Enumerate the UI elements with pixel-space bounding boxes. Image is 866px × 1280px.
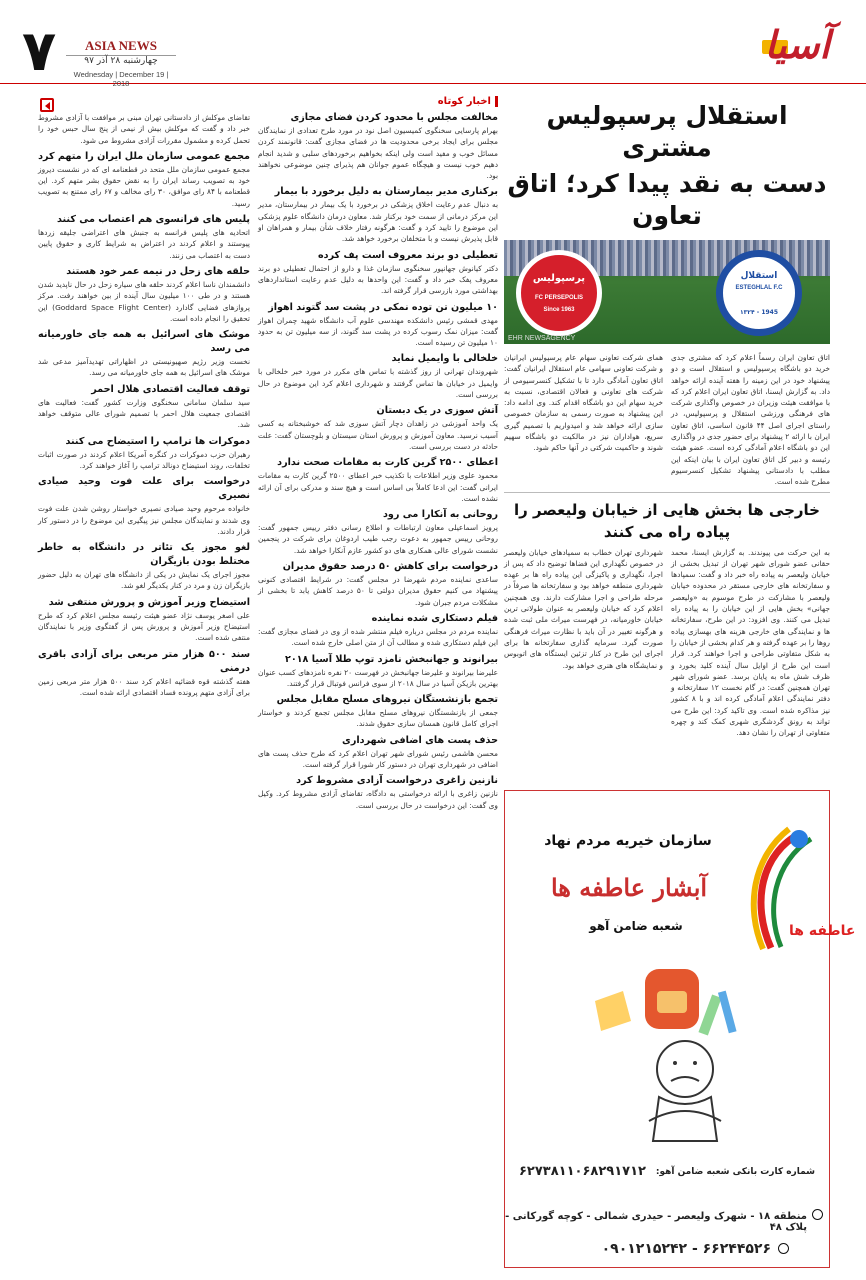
lead-body-left: همای شرکت تعاونی سهام عام پرسپولیس ایرانیان و شرکت تعاونی سهامی عام استقلال ایرانیان گفت: اتاق تعاون آمادگی دارد تا با تشکیل کنسرسیومی از شرکت های تعاونی و فعالان اقتصادی، نسبت به خرید سهام این دو باشگاه اقدام کند. وی ادامه داد: این پیشنهاد به صورت رسمی به سازمان خصوصی سازی ارائه خواهد شد و امیدواریم با تصمیم گیری سریع، هواداران نیز در مالکیت دو باشگاه سهیم شوند و حاکمیت شرکتی در آنها حاکم شود. (504, 353, 663, 453)
news-item-body: مجمع عمومی سازمان ملل متحد در قطعنامه ای که در نشست دیروز خود به تصویب رساند ایران را به نقض حقوق بشر متهم کرد. این قطعنامه با ۸۴ رای موافق، ۳۰ رای مخالف و ۶۷ رای ممتنع به تصویب رسید. (38, 164, 250, 208)
news-item-body: هفته گذشته قوه قضائیه اعلام کرد سند ۵۰۰ هزار متر مربعی زمین برای آزادی متهم پرونده فساد اقتصادی ارائه شده است. (38, 676, 250, 697)
news-item-body: دانشمندان ناسا اعلام کردند حلقه های سیاره زحل در حال ناپدید شدن هستند و در طی ۱۰۰ میلیون سال آینده از بین خواهند رفت. مرکز پروازهای فضایی گادارد (Goddard Space Flight Center) این تحقیق را انجام داده است. (38, 279, 250, 323)
short-news-column (258, 96, 498, 1268)
left-intro: تقاضای موکلش از دادستانی تهران مبنی بر موافقت با آزادی مشروط خبر داد و گفت که موکلش بیش از نیمی از پنج سال حبس خود را تحمل کرده و مشمول مقررات آزادی مشروط می شود. (38, 113, 250, 145)
news-item-body: رهبران حزب دموکرات در کنگره آمریکا اعلام کردند در صورت اثبات تخلفات، روند استیضاح دونالد ترامپ را آغاز خواهند کرد. (38, 449, 250, 470)
charity-logo-icon (741, 823, 856, 955)
sad-child-illustration-icon (575, 961, 775, 1151)
news-item-title: درخواست برای کاهش ۵۰ درصد حقوق مدیران (282, 561, 498, 573)
news-item-title: درخواست برای علت فوت وحید صیادی نصیری (38, 476, 250, 502)
ad-brand: آبشار عاطفه ها (550, 873, 708, 902)
news-item-body: شهروندان تهرانی از روز گذشته با تماس های مکرر در مورد خبر خلخالی با وایمیل در خیابان ها تماس گرفتند و شهرداری اعلام کرد این موضوع در حال بررسی است. (258, 367, 498, 400)
news-item-title: مجمع عمومی سازمان ملل ایران را متهم کرد (38, 150, 250, 162)
crest-red-year: Since 1963 (543, 307, 575, 313)
news-item-title: تجمع بازنشستگان نیروهای مسلح مقابل مجلس (276, 694, 498, 706)
news-item-title: روحانی به آنکارا می رود (382, 509, 498, 521)
ad-org-title: سازمان خیریه مردم نهاد (544, 833, 712, 849)
news-item-title: آتش سوزی در یک دبستان (376, 405, 498, 417)
news-item-body: پرویز اسماعیلی معاون ارتباطات و اطلاع رسانی دفتر رییس جمهور گفت: روحانی رییس جمهور به دعوت رجب طیب اردوغان برای شرکت در پنجمین نشست شورای عالی همکاری های دو کشور عازم آنکارا خواهد شد. (258, 523, 498, 555)
date-persian: چهارشنبه ۲۸ آذر ۹۷ (84, 56, 158, 66)
persepolis-crest-icon (516, 250, 602, 336)
lead-body-right: اتاق تعاون ایران رسماً اعلام کرد که مشتری جدی خرید دو باشگاه پرسپولیس و استقلال است و دو پیشنهاد خود در این زمینه را هفته آینده ارائه خواهد داد. به گزارش ایسنا، اتاق تعاون ایران اعلام کرد که با موافقت هیئت وزیران در خصوص واگذاری شرکت های فرهنگی ورزشی استقلال و پرسپولیس، در راستای اجرای اصل ۴۴ قانون اساسی، اتاق تعاون ایران با ارائه ۲ پیشنهاد برای حضور جدی در واگذاری این دو باشگاه اعلام آمادگی کرده است. عضو هیئت رئیسه و دبیر کل اتاق تعاون ایران با بیان اینکه این مطلب با دادستانی پیشنهاد تشکیل کنسرسیوم مطرح شده است. (671, 353, 831, 487)
news-item-title: لغو مجوز یک تئاتر در دانشگاه به خاطر مختلط بودن بازیگران (38, 542, 250, 568)
news-item-title: مخالفت مجلس با محدود کردن فضای مجازی (290, 112, 498, 123)
photo-credit: EHR NEWSAGENCY (508, 335, 576, 342)
news-item-title: سند ۵۰۰ هزار متر مربعی برای آزادی باقری درمنی (38, 648, 250, 674)
news-item-body: اتحادیه های پلیس فرانسه به جنبش های اعتراضی جلیقه زردها پیوستند و اعلام کردند در اعتراض به شرایط کاری و حقوق پایین دست به اعتصاب می زنند. (38, 228, 250, 260)
news-item-title: نازنین زاغری درخواست آزادی مشروط کرد (296, 775, 498, 787)
location-pin-icon (812, 1209, 823, 1220)
masthead-english: ASIA NEWS (66, 38, 176, 56)
ad-address: منطقه ۱۸ - شهرک ولیعصر - حیدری شمالی - کوچه گورکانی - پلاک ۴۸ (505, 1211, 807, 1233)
news-item-body: علیرضا بیرانوند و علیرضا جهانبخش در فهرست ۲۰ نفره نامزدهای کسب عنوان بهترین بازیکن آسیا در سال ۲۰۱۸ از سوی فرانس فوتبال قرار گرفتند. (258, 667, 498, 688)
news-item-body: دکتر کیانوش جهانپور سخنگوی سازمان غذا و دارو از احتمال تعطیلی دو برند معروف پفک خبر داد و گفت: این واحدها به دلیل عدم رعایت استانداردهای بهداشتی مورد بازرسی قرار گرفته اند. (258, 263, 498, 296)
divider (504, 492, 830, 493)
news-item-body: مهدی قمشی رئیس دانشکده مهندسی علوم آب دانشگاه شهید چمران اهواز گفت: میزان نمک رسوب کرده در پشت سد گتوند، از سه میلیون تن به حدود ۱۰ میلیون تن رسیده است. (258, 315, 498, 348)
crest-blue-name: استقلال (740, 271, 778, 281)
lead-title-line2: دست به نقد پیدا کرد؛ اتاق تعاون (507, 169, 827, 230)
short-news-list (258, 111, 498, 811)
section-label: اخبار کوتاه (258, 96, 498, 107)
logo-text: عاطفه ها (789, 923, 856, 939)
page-header (0, 0, 866, 88)
crest-red-name: پرسپولیس (532, 273, 586, 284)
lead-photo (504, 240, 830, 344)
news-item-body: ساعدی نماینده مردم شهرضا در مجلس گفت: در شرایط اقتصادی کنونی پیشنهاد می کنیم حقوق مدیران دولتی تا ۵۰ درصد کاهش یابد تا بخشی از مشکلات مردم جبران شود. (258, 575, 498, 607)
lead-title-line1: استقلال پرسپولیس مشتری (546, 101, 788, 162)
story2-title: خارجی ها بخش هایی از خیابان ولیعصر را پیاده راه می کنند (514, 500, 820, 541)
ad-branch: شعبه ضامن آهو (589, 919, 683, 933)
news-item-title: خلخالی با وایمیل نماید (391, 353, 498, 365)
news-item-body: بهرام پارسایی سخنگوی کمیسیون اصل نود در مورد طرح تعدادی از نمایندگان مجلس برای ایجاد برخی محدودیت ها در فضای مجازی گفت: قانونمند کردن مسائل خوب و مفید است ولی اینکه بخواهیم برخوردهای سلبی و شدید انجام دهیم خوب نیست و هیچگاه عموم جوانان هم پذیرای چنین موضوعی نخواهند بود. (258, 126, 498, 181)
news-item-body: محسن هاشمی رئیس شورای شهر تهران اعلام کرد که طرح حذف پست های اضافی در شهرداری تهران در دستور کار شورا قرار گرفته است. (258, 748, 498, 769)
news-item-body: نازنین زاغری با ارائه درخواستی به دادگاه، تقاضای آزادی مشروط کرد. وکیل وی گفت: این درخواست در حال بررسی است. (258, 789, 498, 810)
news-item-title: استیضاح وزیر آموزش و پرورش منتفی شد (48, 596, 250, 608)
news-item-body: نخست وزیر رژیم صهیونیستی در اظهاراتی تهدیدآمیز مدعی شد موشک های اسرائیل به همه جای خاورمیانه می رسد. (38, 357, 250, 378)
news-item-title: بیرانوند و جهانبخش نامزد توپ طلا آسیا ۲۰۱۸ (284, 653, 498, 665)
news-item-title: حذف پست های اضافی شهرداری (342, 734, 498, 746)
news-item-title: دموکرات ها ترامپ را استیضاح می کنند (65, 435, 250, 447)
crest-blue-en: ESTEGHLAL F.C (735, 285, 783, 291)
crest-blue-years: 1945 - ۱۳۲۴ (739, 309, 779, 316)
newspaper-logo: آسیا (764, 22, 830, 67)
corner-arrow-icon (40, 98, 54, 112)
crest-red-en: FC PERSEPOLIS (534, 295, 583, 301)
ad-phones: ۶۶۲۴۴۵۲۶ - ۰۹۰۱۲۱۵۲۴۲ (601, 1241, 771, 1257)
news-item-body: جمعی از بازنشستگان نیروهای مسلح مقابل مجلس تجمع کردند و خواستار اجرای کامل قانون همسان سازی حقوق شدند. (258, 708, 498, 729)
news-item-title: تعطیلی دو برند معروف است پف کرده (317, 249, 498, 261)
news-item-title: فیلم دستکاری شده نماینده (371, 612, 498, 624)
news-item-title: حلقه های زحل در نیمه عمر خود هستند (66, 265, 250, 277)
news-item-body: محمود علوی وزیر اطلاعات با تکذیب خبر اعطای ۲۵۰۰ گرین کارت به مقامات ایرانی گفت: این ادعا کاملاً بی اساس است و هیچ سند و مدرکی برای آن ارائه نشده است. (258, 471, 498, 503)
charity-ad (504, 790, 856, 1268)
news-item-body: علی اصغر یوسف نژاد عضو هیئت رئیسه مجلس اعلام کرد که طرح استیضاح وزیر آموزش و پرورش پس از گفتگوی وزیر با نمایندگان منتفی شده است. (38, 610, 250, 643)
phone-icon (778, 1243, 789, 1254)
news-item-title: برکناری مدیر بیمارستان به دلیل برخورد با بیمار (274, 186, 498, 198)
ad-card-number: ۶۲۷۳۸۱۱۰۶۸۲۹۱۷۱۲ (519, 1164, 646, 1179)
news-item-title: اعطای ۲۵۰۰ گرین کارت به مقامات صحت ندارد (277, 457, 498, 469)
news-item-title: ۱۰ میلیون تن توده نمکی در پشت سد گتوند اهواز (268, 301, 498, 313)
page-number: ۷ (22, 19, 57, 84)
news-item-body: نماینده مردم در مجلس درباره فیلم منتشر شده از وی در فضای مجازی گفت: این فیلم دستکاری شده و مطالب آن از متن اصلی خارج شده است. (258, 626, 498, 648)
story2-body (504, 547, 830, 739)
story2-body-left: شهرداری تهران خطاب به سمپادهای خیابان ولیعصر در خصوص نگهداری این فضاها توضیح داد که پس از اجرا، نگهداری و پاکیزگی این پیاده راه ها بر عهده شهرداری منطقه خواهد بود و سفارتخانه ها صرفاً در مرحله طراحی و اجرا مشارکت دارند. وی همچنین اعلام کرد که خیابان ولیعصر به عنوان طولانی ترین خیابان خاورمیانه، در فهرست میراث ملی ثبت شده و هرگونه تغییر در آن باید با نظارت میراث فرهنگی صورت گیرد. سرمایه گذاری سفارتخانه ها برای اجرای این طرح در کنار تزئین ایستگاه های اتوبوس و نمایشگاه های هنری خواهد بود. (504, 547, 663, 670)
news-item-body: سید سلمان سامانی سخنگوی وزارت کشور گفت: فعالیت های اقتصادی جمعیت هلال احمر با تصمیم شورای عالی متوقف خواهد شد. (38, 397, 250, 430)
news-item-body: یک واحد آموزشی در زاهدان دچار آتش سوزی شد که خوشبختانه به کسی آسیب نرسید. معاون آموزش و پرورش استان سیستان و بلوچستان گفت: علت حادثه در دست بررسی است. (258, 419, 498, 451)
news-item-title: پلیس های فرانسوی هم اعتصاب می کنند (56, 214, 250, 226)
news-item-body: خانواده مرحوم وحید صیادی نصیری خواستار روشن شدن علت فوت وی شدند و نمایندگان مجلس نیز پیگیری این موضوع را در دستور کار قرار دادند. (38, 504, 250, 536)
esteghlal-crest-icon (716, 250, 802, 336)
left-news-list (38, 150, 250, 698)
news-item-title: موشک های اسرائیل به همه جای خاورمیانه می رسد (38, 329, 250, 355)
story2-body-right: به این حرکت می پیوندند. به گزارش ایسنا، محمد حقانی عضو شورای شهر تهران از تبدیل بخشی از خیابان ولیعصر به پیاده راه خبر داد و گفت: سمپادها و سفارتخانه های خارجی مستقر در محدوده خیابان ولیعصر با مشارکت در طرح موسوم به «ولیعصر جهانی» بخش هایی از این خیابان را به پیاده راه تبدیل می کنند. وی افزود: در این طرح، سفارتخانه ها و نمایندگی های خارجی هزینه های بهسازی پیاده روها را بر عهده گرفته و هر کدام بخشی از خیابان را به شکل متفاوتی طراحی و اجرا خواهند کرد. قرار است این طرح از اوایل سال آینده کلید بخورد و ظرف شش ماه به پایان برسد. عضو شورای شهر تهران همچنین گفت: در گام نخست ۱۲ سفارتخانه و دفتر نمایندگی اعلام آمادگی کرده اند و با ۸ کشور نیز مذاکره شده است. وی تاکید کرد: این طرح می تواند به رونق گردشگری شهری کمک کند و چهره متفاوتی از تهران را نشان دهد. (671, 547, 830, 738)
news-item-body: به دنبال عدم رعایت اخلاق پزشکی در برخورد با یک بیمار در بیمارستان، مدیر این مرکز درمانی از سمت خود برکنار شد. معاون درمان دانشگاه علوم پزشکی این موضوع را تایید کرد و گفت: هرگونه رفتار خلاف شأن بیمار و همراهان او قابل پذیرش نیست و با متخلفان برخورد خواهد شد. (258, 200, 498, 244)
news-item-body: مجوز اجرای یک نمایش در یکی از دانشگاه های تهران به دلیل حضور بازیگران زن و مرد در کنار یکدیگر لغو شد. (38, 570, 250, 591)
lead-body (504, 352, 830, 488)
left-news-column (38, 112, 250, 1268)
ad-card-label: شماره کارت بانکی شعبه ضامن آهو: (655, 1167, 815, 1177)
news-item-title: توقف فعالیت اقتصادی هلال احمر (91, 383, 250, 395)
date-english: Wednesday | December 19 | 2018 (73, 70, 169, 88)
